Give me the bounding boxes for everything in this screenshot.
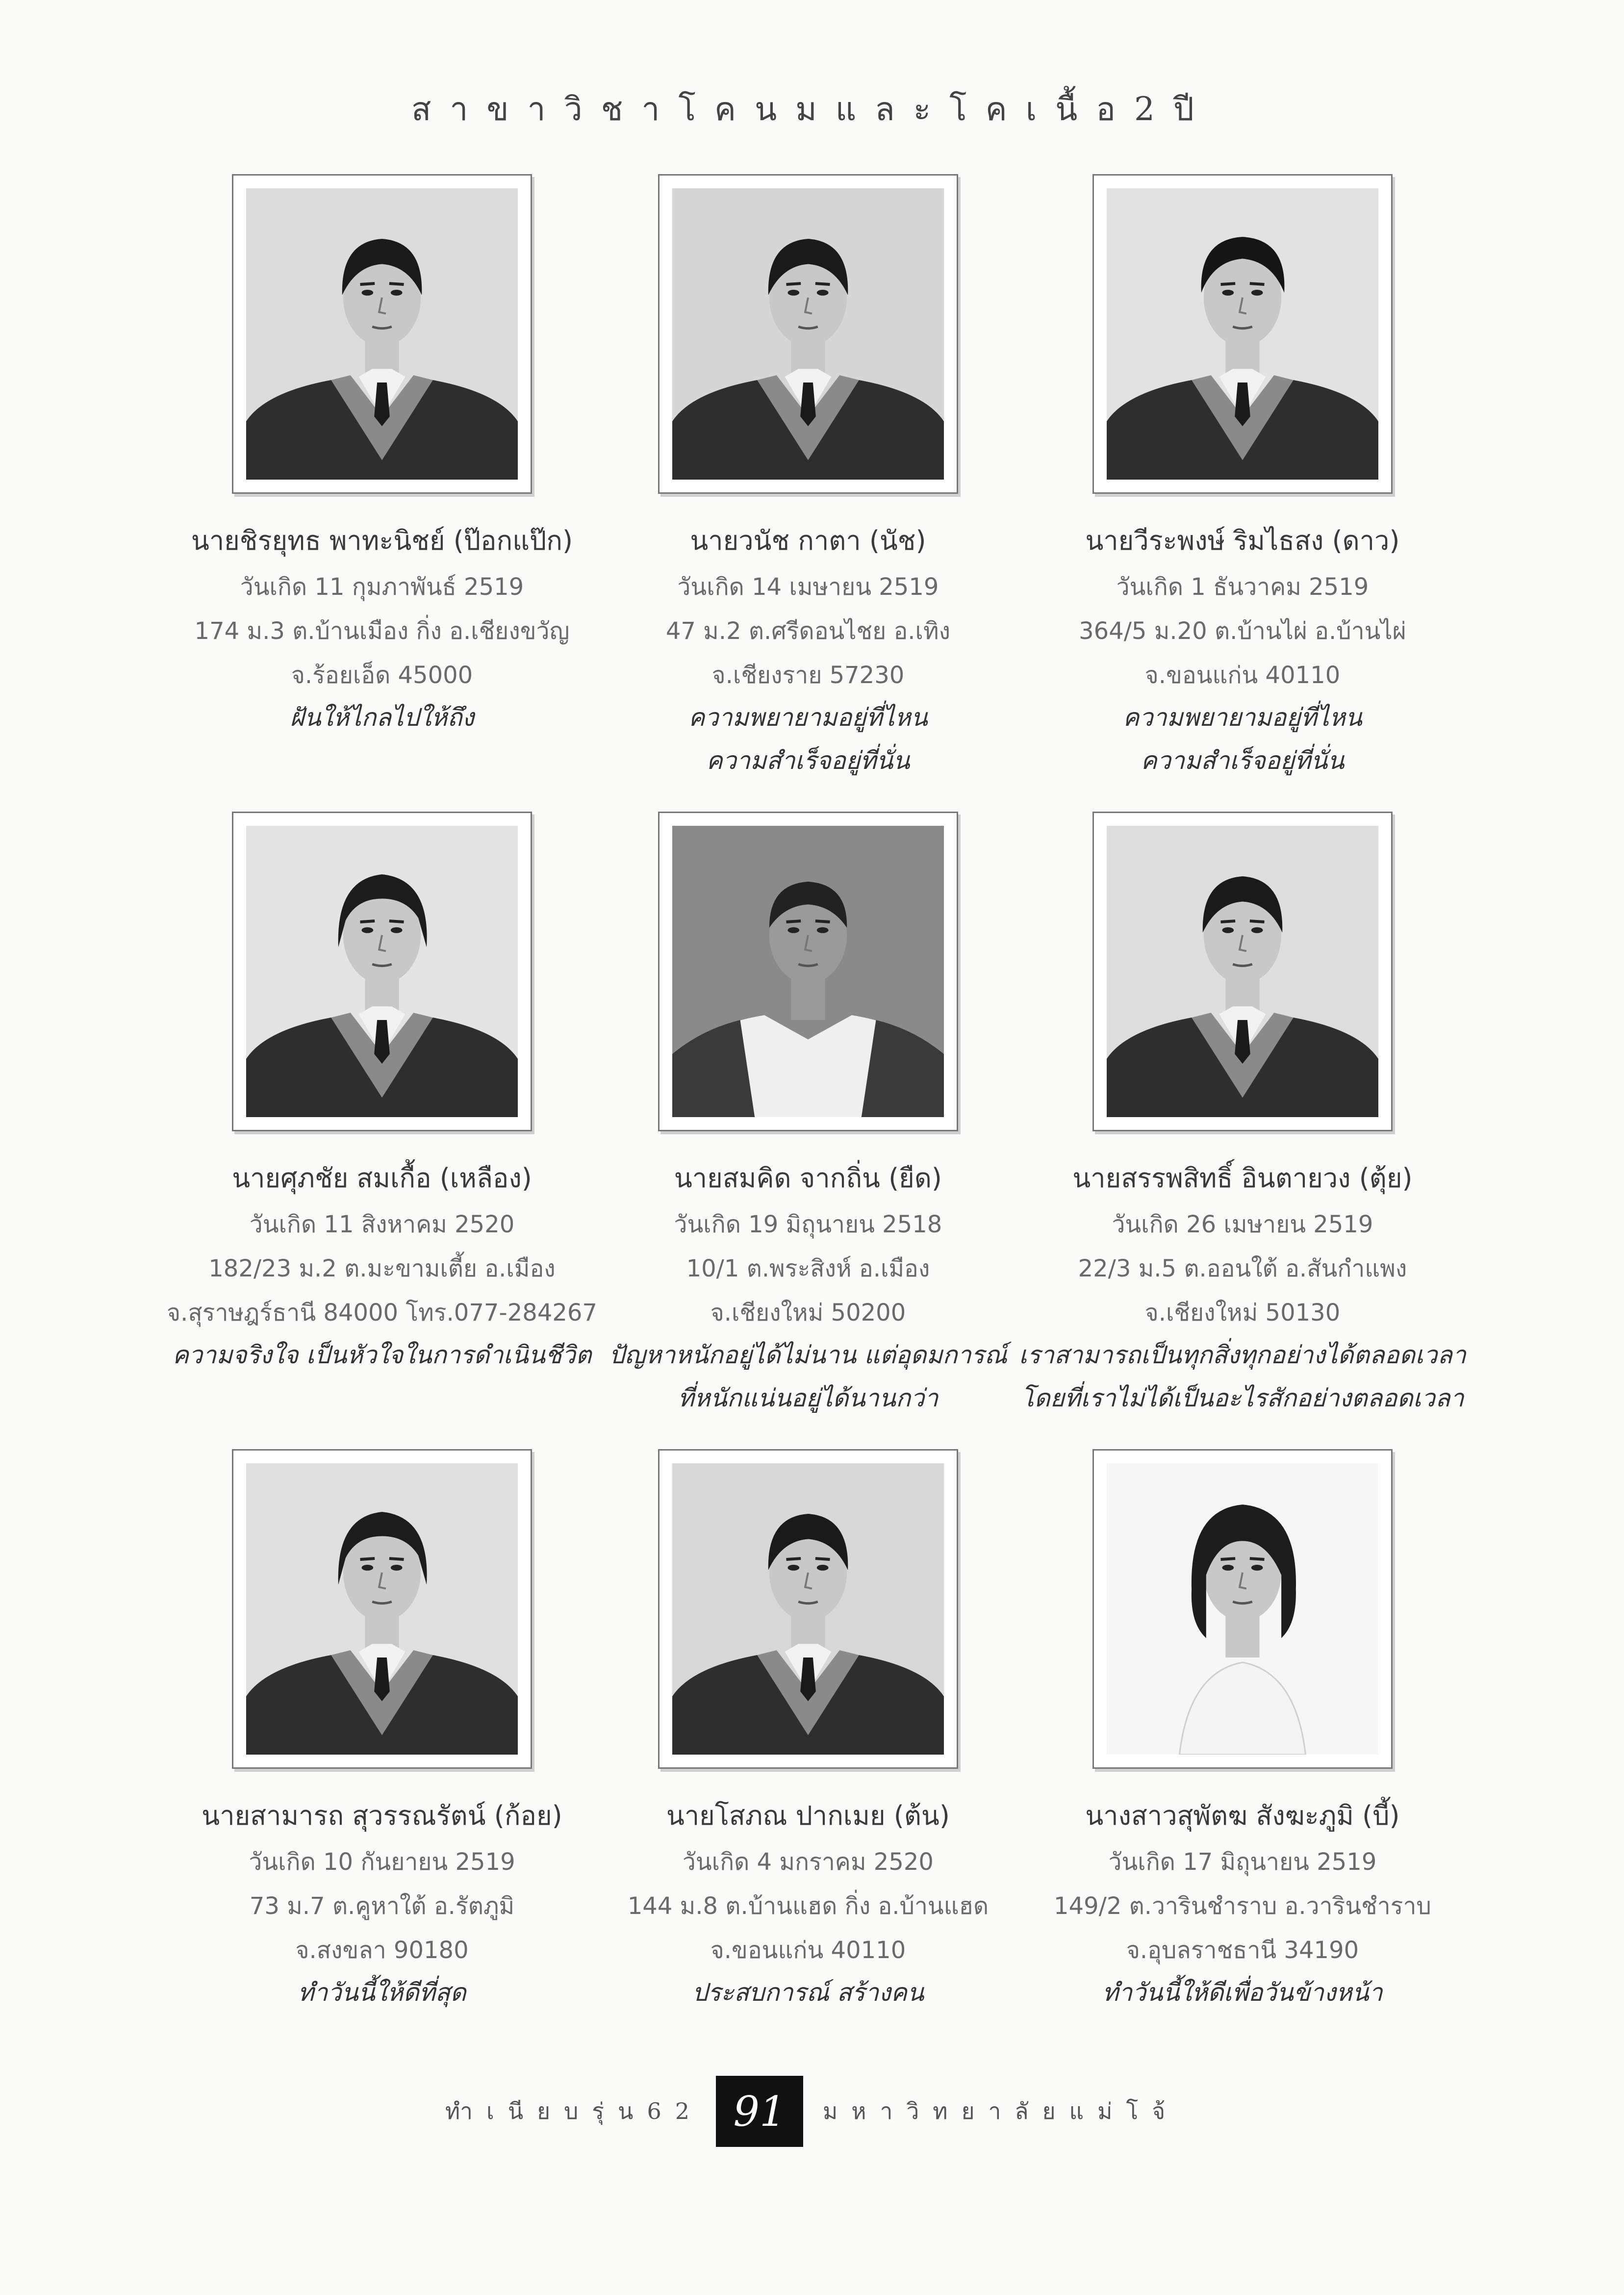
student-address-line: 10/1 ต.พระสิงห์ อ.เมือง xyxy=(686,1255,930,1282)
student-address-line: 22/3 ม.5 ต.ออนใต้ อ.สันกำแพง xyxy=(1078,1255,1407,1282)
student-card xyxy=(167,1449,597,2087)
page-title: สาขาวิชาโคนมและโคเนื้อ2ปี xyxy=(411,90,1213,128)
student-motto: ประสบการณ์ สร้างคน xyxy=(692,1978,924,2007)
student-address-province: จ.สุราษฎร์ธานี 84000 โทร.077-284267 xyxy=(167,1299,597,1326)
student-motto-line2: ความสำเร็จอยู่ที่นั่น xyxy=(1141,746,1345,775)
student-address-province: จ.ร้อยเอ็ด 45000 xyxy=(291,662,473,689)
student-address-province: จ.เชียงใหม่ 50200 xyxy=(710,1299,906,1326)
student-photo xyxy=(232,174,532,494)
student-photo xyxy=(1092,812,1393,1131)
student-birthdate: วันเกิด 11 สิงหาคม 2520 xyxy=(249,1211,515,1238)
student-photo xyxy=(658,812,958,1131)
footer-yearbook-title: ทำเนียบรุ่น62 xyxy=(445,2098,703,2124)
student-photo xyxy=(1092,174,1393,494)
student-motto: ความพยายามอยู่ที่ไหน xyxy=(1123,703,1362,732)
student-birthdate: วันเกิด 19 มิถุนายน 2518 xyxy=(674,1211,942,1238)
student-name: นายศุภชัย สมเกื้อ (เหลือง) xyxy=(232,1163,532,1194)
student-photo xyxy=(232,812,532,1131)
student-motto: ฝันให้ไกลไปให้ถึง xyxy=(290,703,474,732)
student-name: นายสรรพสิทธิ์ อินตายวง (ตุ้ย) xyxy=(1072,1163,1413,1194)
student-motto: ทำวันนี้ให้ดีที่สุด xyxy=(298,1978,466,2007)
student-motto: ความพยายามอยู่ที่ไหน xyxy=(688,703,928,732)
student-name: นายวนัช กาตา (นัช) xyxy=(690,525,926,556)
student-birthdate: วันเกิด 11 กุมภาพันธ์ 2519 xyxy=(240,573,524,601)
student-card xyxy=(1019,1449,1466,2087)
student-address-province: จ.สงขลา 90180 xyxy=(295,1937,469,1964)
student-birthdate: วันเกิด 17 มิถุนายน 2519 xyxy=(1108,1848,1377,1876)
student-photo xyxy=(1092,1449,1393,1769)
student-birthdate: วันเกิด 26 เมษายน 2519 xyxy=(1112,1211,1373,1238)
student-name: นายสมคิด จากถิ่น (ยืด) xyxy=(674,1163,942,1194)
student-address-line: 149/2 ต.วารินชำราบ อ.วารินชำราบ xyxy=(1054,1892,1431,1920)
student-name: นายวีระพงษ์ ริมไธสง (ดาว) xyxy=(1085,525,1400,556)
student-photo xyxy=(232,1449,532,1769)
student-photo xyxy=(658,1449,958,1769)
student-photo xyxy=(658,174,958,494)
student-card xyxy=(597,174,1019,812)
student-motto: ปัญหาหนักอยู่ได้ไม่นาน แต่อุดมการณ์ xyxy=(609,1341,1007,1369)
page-number: 91 xyxy=(716,2076,803,2147)
student-motto-line2: โดยที่เราไม่ได้เป็นอะไรสักอย่างตลอดเวลา xyxy=(1021,1384,1464,1412)
student-address-line: 144 ม.8 ต.บ้านแฮด กิ่ง อ.บ้านแฮด xyxy=(627,1892,989,1920)
student-address-province: จ.อุบลราชธานี 34190 xyxy=(1126,1937,1359,1964)
page-footer xyxy=(0,2076,1624,2147)
student-name: นายชิรยุทธ พาทะนิชย์ (ป๊อกแป๊ก) xyxy=(191,525,573,556)
student-grid xyxy=(167,174,1466,2087)
student-address-province: จ.เชียงใหม่ 50130 xyxy=(1144,1299,1341,1326)
student-birthdate: วันเกิด 1 ธันวาคม 2519 xyxy=(1116,573,1369,601)
student-address-line: 182/23 ม.2 ต.มะขามเตี้ย อ.เมือง xyxy=(208,1255,556,1282)
student-name: นางสาวสุพัตฆ สังฆะภูมิ (บี้) xyxy=(1085,1800,1400,1831)
student-card xyxy=(167,812,597,1449)
student-address-province: จ.เชียงราย 57230 xyxy=(711,662,905,689)
student-birthdate: วันเกิด 10 กันยายน 2519 xyxy=(249,1848,515,1876)
student-motto: ความจริงใจ เป็นหัวใจในการดำเนินชีวิต xyxy=(172,1341,592,1369)
student-card xyxy=(167,174,597,812)
student-name: นายโสภณ ปากเมย (ต้น) xyxy=(666,1800,950,1831)
student-card xyxy=(597,812,1019,1449)
student-address-line: 47 ม.2 ต.ศรีดอนไชย อ.เทิง xyxy=(665,617,951,645)
student-card xyxy=(1019,812,1466,1449)
student-address-line: 174 ม.3 ต.บ้านเมือง กิ่ง อ.เชียงขวัญ xyxy=(194,617,570,645)
student-address-line: 364/5 ม.20 ต.บ้านไผ่ อ.บ้านไผ่ xyxy=(1079,617,1406,645)
student-address-line: 73 ม.7 ต.คูหาใต้ อ.รัตภูมิ xyxy=(249,1892,515,1920)
student-motto: เราสามารถเป็นทุกสิ่งทุกอย่างได้ตลอดเวลา xyxy=(1018,1341,1466,1369)
student-address-province: จ.ขอนแก่น 40110 xyxy=(1144,662,1341,689)
student-card xyxy=(1019,174,1466,812)
student-motto-line2: ที่หนักแน่นอยู่ได้นานกว่า xyxy=(678,1384,939,1412)
student-birthdate: วันเกิด 14 เมษายน 2519 xyxy=(677,573,939,601)
student-birthdate: วันเกิด 4 มกราคม 2520 xyxy=(682,1848,934,1876)
student-address-province: จ.ขอนแก่น 40110 xyxy=(710,1937,906,1964)
student-card xyxy=(597,1449,1019,2087)
student-motto-line2: ความสำเร็จอยู่ที่นั่น xyxy=(706,746,910,775)
student-name: นายสามารถ สุวรรณรัตน์ (ก้อย) xyxy=(202,1800,562,1831)
student-motto: ทำวันนี้ให้ดีเพื่อวันข้างหน้า xyxy=(1102,1978,1383,2007)
footer-university: มหาวิทยาลัยแม่โจ้ xyxy=(822,2098,1179,2124)
